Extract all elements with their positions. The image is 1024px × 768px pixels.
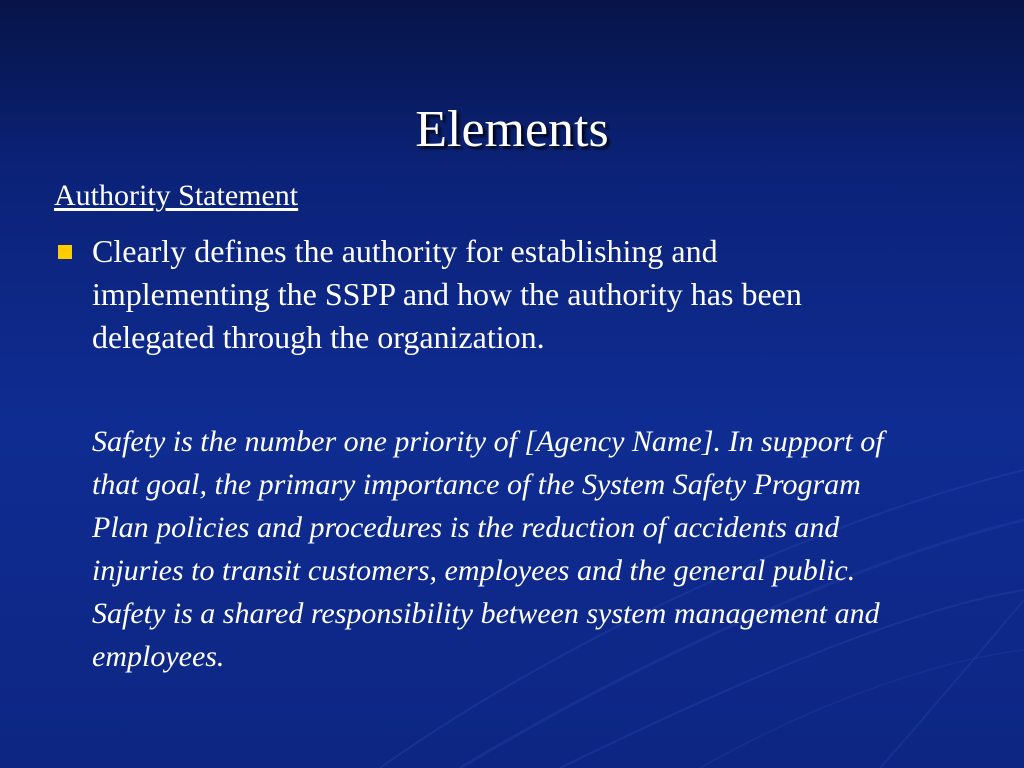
authority-statement-text: Safety is the number one priority of [Agency Name]. In support of that goal, the primary importance of the System Safety Program Plan policies and procedures is the reduction of accidents and injuries to transit customers, employees and the general public. Safety is a shared responsibility between system management and employees.: [92, 425, 884, 673]
slide-title: Elements: [415, 100, 609, 158]
bullet-item: Clearly defines the authority for establishing and implementing the SSPP and how the authority has been delegated through the organization.: [92, 233, 802, 355]
section-heading: Authority Statement: [54, 179, 299, 212]
square-bullet-icon: [58, 245, 72, 259]
